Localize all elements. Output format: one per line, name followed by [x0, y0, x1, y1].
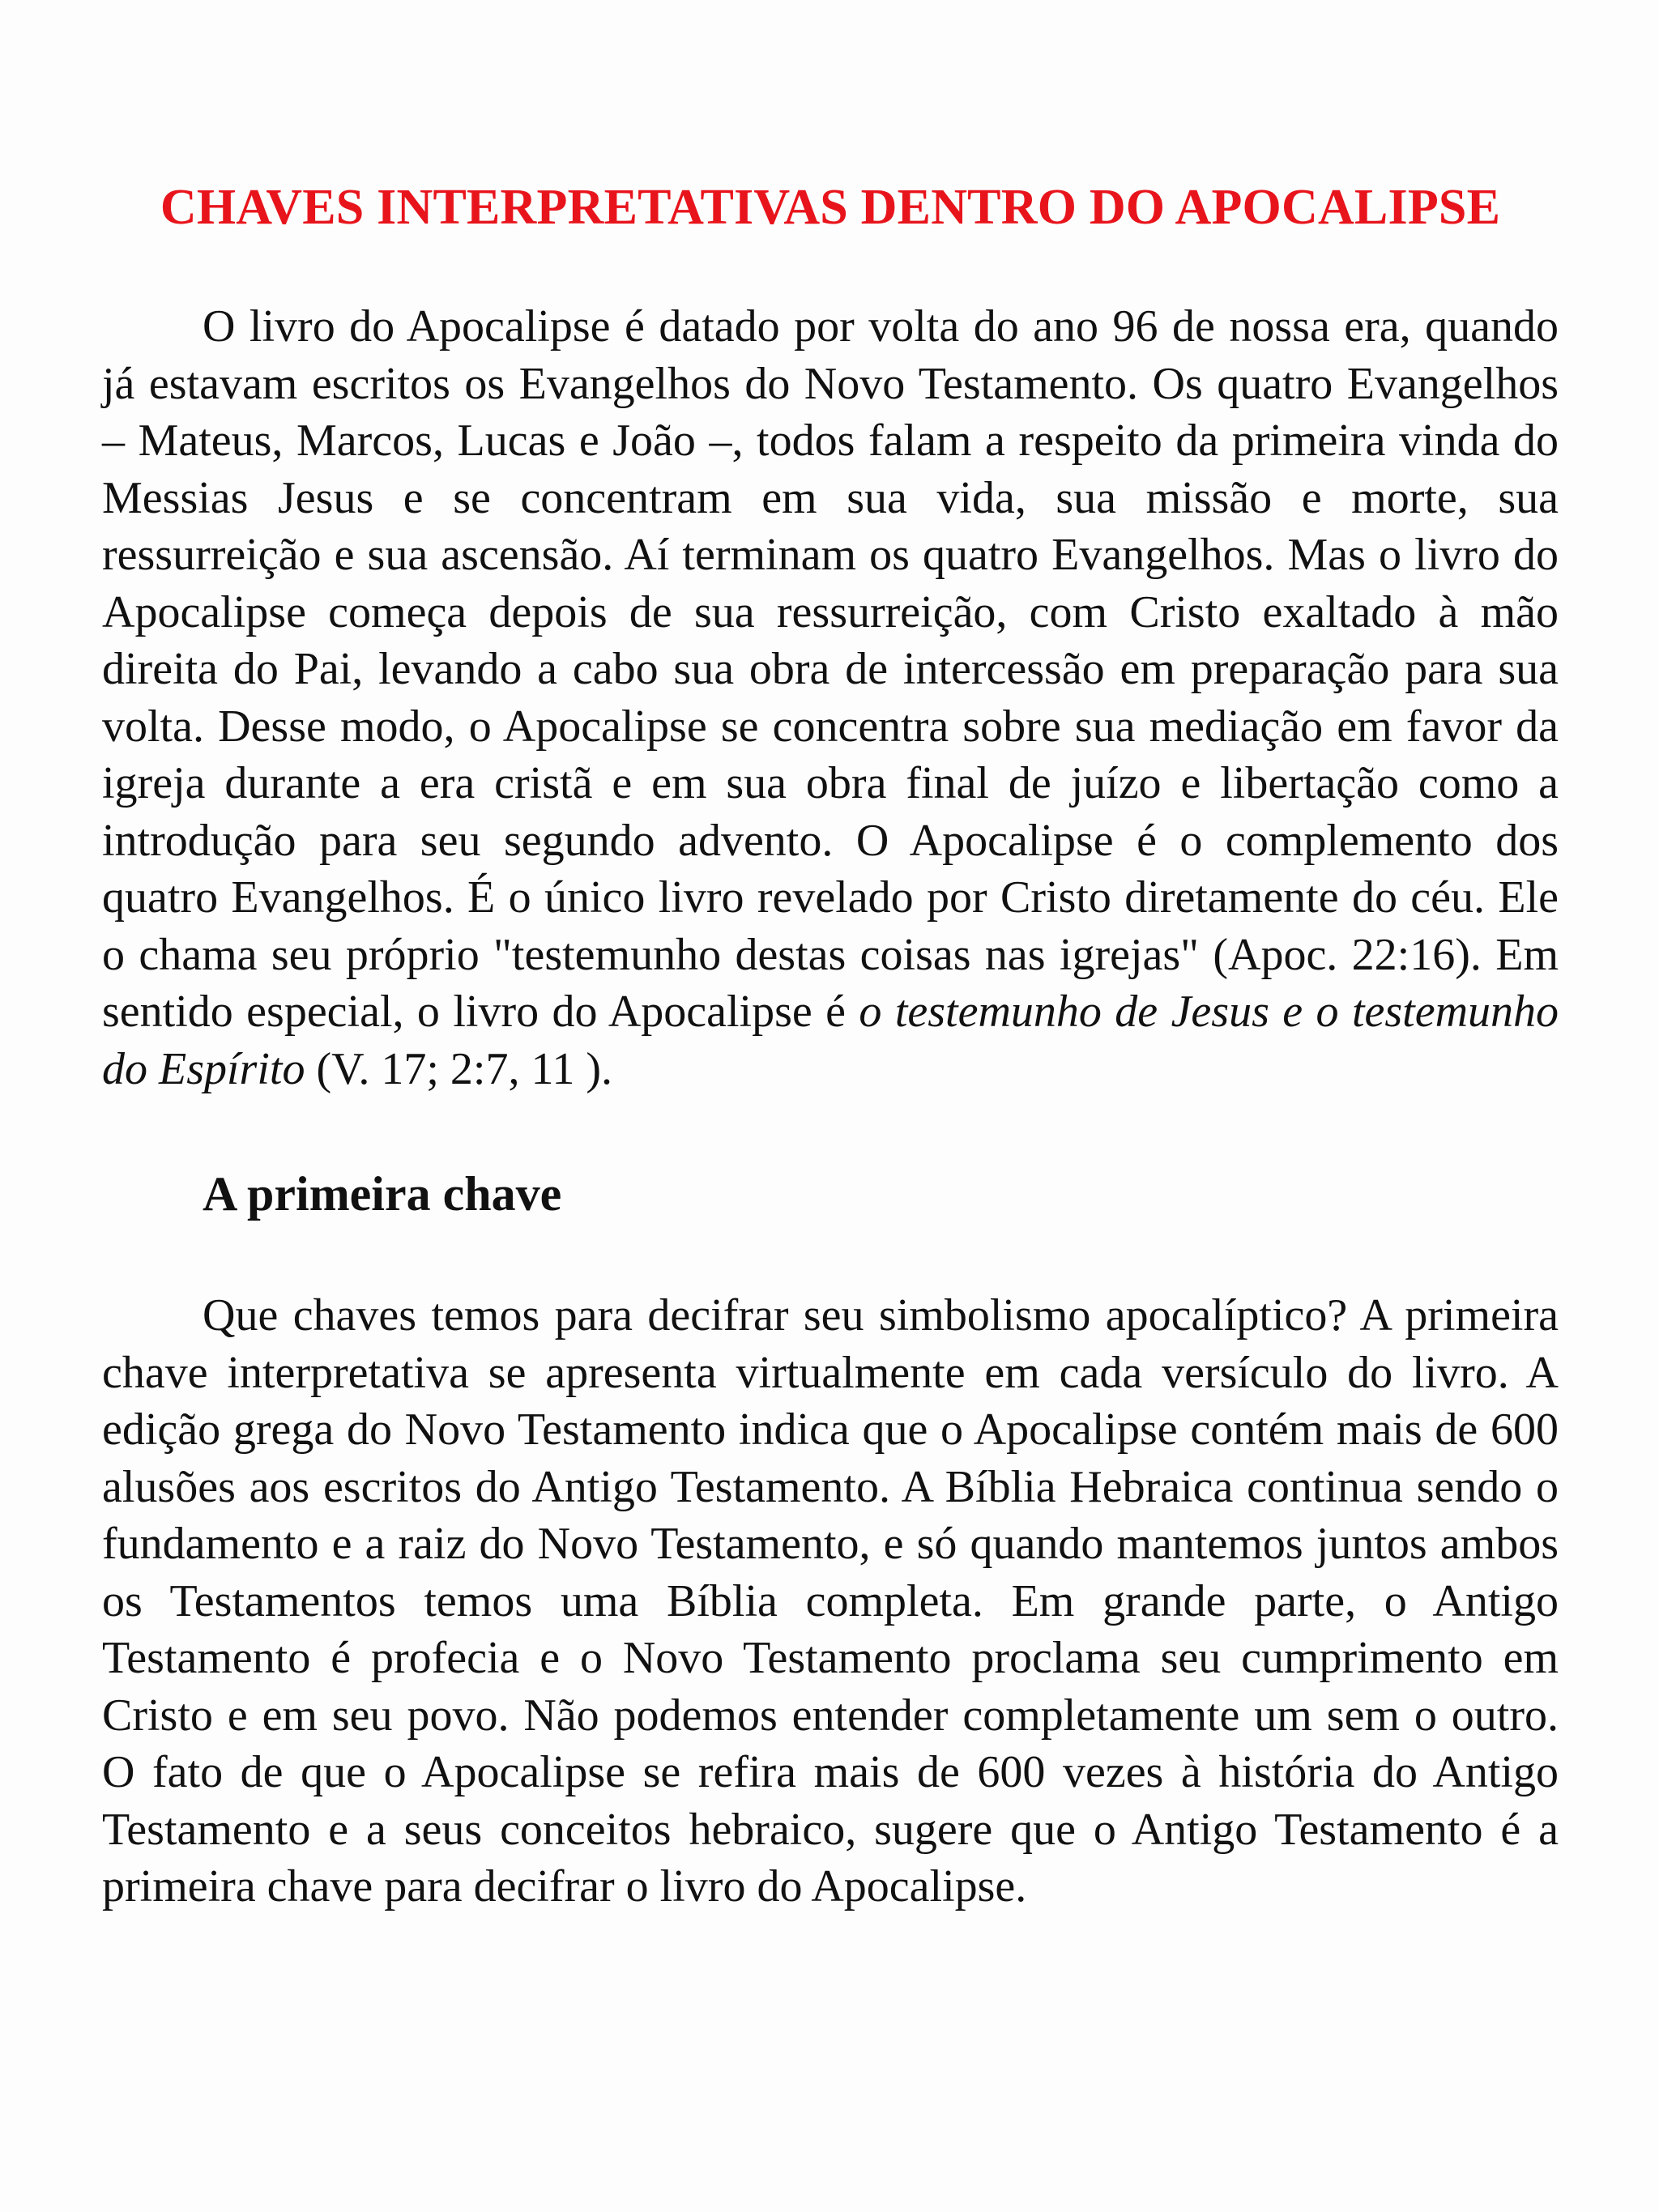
paragraph-1-italic-text: o testemunho de Jesus e o testemunho do Espírito: [102, 987, 1559, 1094]
page-content: [102, 168, 1559, 1916]
document-title: CHAVES INTERPRETATIVAS DENTRO DO APOCALIPSE: [160, 180, 1501, 235]
paragraph-1-reference: (V. 17; 2:7, 11 ).: [305, 1043, 613, 1094]
paragraph-1-text: O livro do Apocalipse é datado por volta do ano 96 de nossa era, quando já estavam escritos os Evangelhos do Novo Testamento. Os quatro Evangelhos – Mateus, Marcos, Lucas e João –, todos falam a respeito da primeira vinda do Messias Jesus e se concentram em sua vida, sua missão e morte, sua ressurreição e sua ascensão. Aí terminam os quatro Evangelhos. Mas o livro do Apocalipse começa depois de sua ressurreição, com Cristo exaltado à mão direita do Pai, levando a cabo sua obra de intercessão em preparação para sua volta. Desse modo, o Apocalipse se concentra sobre sua mediação em favor da igreja durante a era cristã e em sua obra final de juízo e libertação como a introdução para seu segundo advento. O Apocalipse é o complemento dos quatro Evangelhos. É o único livro revelado por Cristo diretamente do céu. Ele o chama seu próprio "testemunho destas coisas nas igrejas" (Apoc. 22:16). Em sentido especial, o livro do Apocalipse é: [102, 301, 1559, 1037]
body-paragraph-1: [102, 298, 1559, 1097]
body-paragraph-2: Que chaves temos para decifrar seu simbolismo apocalíptico? A primeira chave interpretativa se apresenta virtualmente em cada versículo do livro. A edição grega do Novo Testamento indica que o Apocalipse contém mais de 600 alusões aos escritos do Antigo Testamento. A Bíblia Hebraica continua sendo o fundamento e a raiz do Novo Testamento, e só quando mantemos juntos ambos os Testamentos temos uma Bíblia completa. Em grande parte, o Antigo Testamento é profecia e o Novo Testamento proclama seu cumprimento em Cristo e em seu povo. Não podemos entender completamente um sem o outro. O fato de que o Apocalipse se refira mais de 600 vezes à história do Antigo Testamento e a seus conceitos hebraico, sugere que o Antigo Testamento é a primeira chave para decifrar o livro do Apocalipse.: [102, 1290, 1559, 1912]
section-heading: A primeira chave: [203, 1167, 562, 1221]
